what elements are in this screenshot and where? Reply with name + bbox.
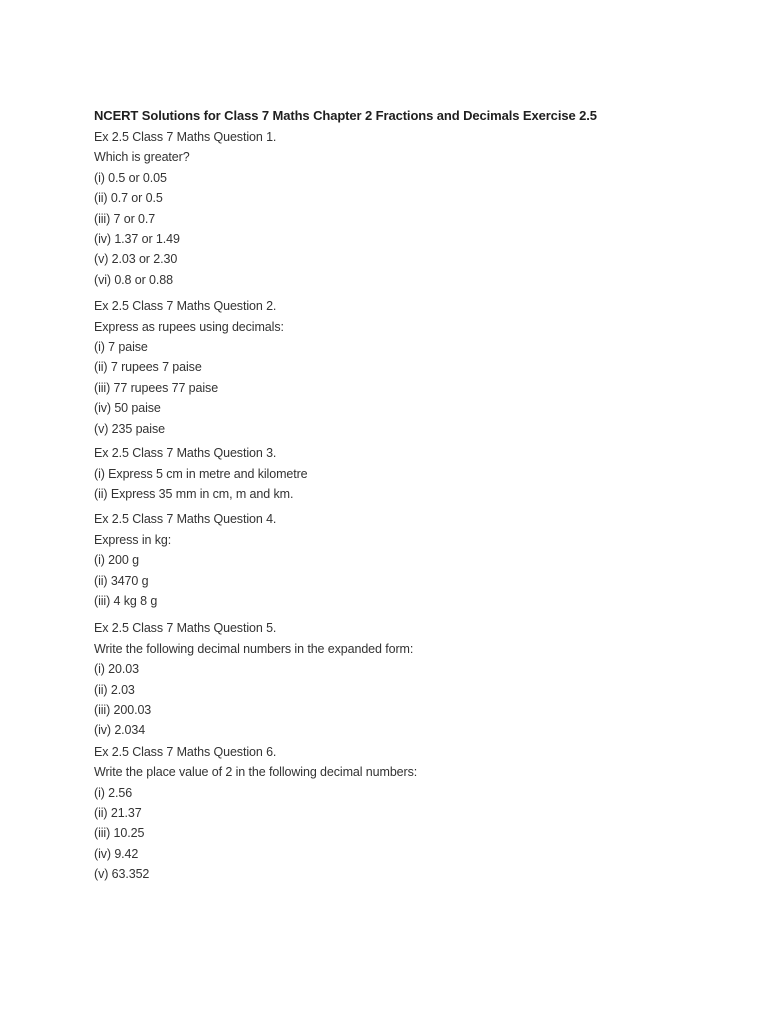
question-heading: Ex 2.5 Class 7 Maths Question 1. bbox=[94, 130, 277, 144]
question-item: (i) 200 g bbox=[94, 553, 139, 568]
question-item: (ii) 21.37 bbox=[94, 806, 142, 820]
question-item: (ii) 0.7 or 0.5 bbox=[94, 191, 163, 206]
question-item: (ii) 2.03 bbox=[94, 682, 135, 697]
question-item: (v) 63.352 bbox=[94, 867, 150, 882]
question-item: (i) 20.03 bbox=[94, 662, 139, 677]
question-item: (iii) 7 or 0.7 bbox=[94, 211, 156, 226]
question-item: (iii) 77 rupees 77 paise bbox=[94, 380, 219, 395]
question-item: (iv) 2.034 bbox=[94, 723, 146, 738]
question-prompt: Write the following decimal numbers in the expanded form: bbox=[94, 641, 414, 656]
question-item: (iv) 50 paise bbox=[94, 401, 161, 416]
question-item: (iv) 1.37 or 1.49 bbox=[94, 232, 180, 247]
question-2 bbox=[94, 296, 768, 439]
question-5 bbox=[94, 618, 768, 740]
question-3 bbox=[94, 443, 768, 504]
question-heading: Ex 2.5 Class 7 Maths Question 2. bbox=[94, 299, 277, 314]
question-heading: Ex 2.5 Class 7 Maths Question 3. bbox=[94, 446, 277, 461]
question-item: (iii) 4 kg 8 g bbox=[94, 593, 158, 608]
question-prompt: Write the place value of 2 in the following decimal numbers: bbox=[94, 765, 418, 780]
question-heading: Ex 2.5 Class 7 Maths Question 5. bbox=[94, 621, 277, 636]
question-6 bbox=[94, 742, 768, 885]
question-item: (ii) 7 rupees 7 paise bbox=[94, 360, 202, 375]
question-prompt: Express as rupees using decimals: bbox=[94, 319, 284, 334]
question-item: (ii) 3470 g bbox=[94, 573, 149, 588]
question-4 bbox=[94, 509, 768, 611]
question-prompt: Express in kg: bbox=[94, 532, 172, 547]
question-1 bbox=[94, 127, 768, 290]
question-item: (i) 2.56 bbox=[94, 785, 133, 800]
question-item: (iii) 200.03 bbox=[94, 702, 152, 717]
question-item: (vi) 0.8 or 0.88 bbox=[94, 272, 173, 287]
question-prompt: Which is greater? bbox=[94, 150, 190, 165]
question-heading: Ex 2.5 Class 7 Maths Question 4. bbox=[94, 512, 277, 527]
question-item: (iii) 10.25 bbox=[94, 826, 145, 841]
document-title: NCERT Solutions for Class 7 Maths Chapter 2 Fractions and Decimals Exercise 2.5 bbox=[94, 108, 597, 123]
question-item: (i) Express 5 cm in metre and kilometre bbox=[94, 466, 308, 481]
question-heading: Ex 2.5 Class 7 Maths Question 6. bbox=[94, 744, 277, 759]
question-item: (i) 0.5 or 0.05 bbox=[94, 170, 167, 185]
question-item: (v) 2.03 or 2.30 bbox=[94, 252, 178, 267]
question-item: (ii) Express 35 mm in cm, m and km. bbox=[94, 486, 294, 501]
question-item: (iv) 9.42 bbox=[94, 846, 139, 861]
question-item: (v) 235 paise bbox=[94, 421, 165, 436]
question-item: (i) 7 paise bbox=[94, 340, 148, 355]
